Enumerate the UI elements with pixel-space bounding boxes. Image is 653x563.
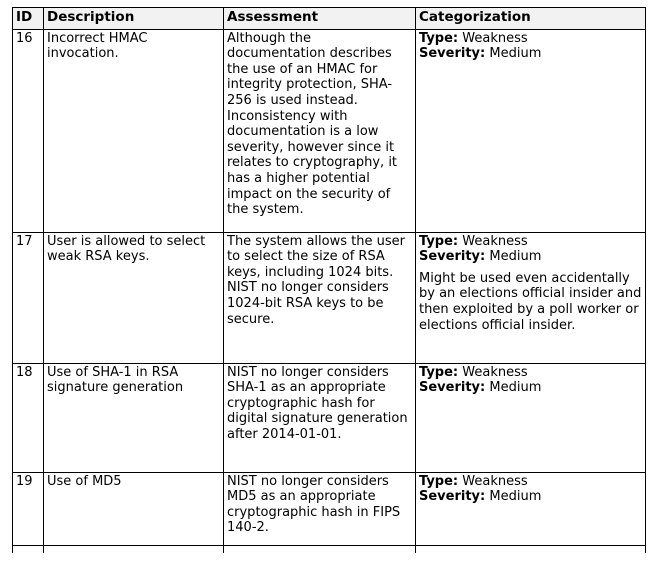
severity-label: Severity: [419, 489, 486, 505]
continuation-cell [416, 545, 646, 553]
row-description: Use of MD5 [44, 472, 224, 545]
severity-value: Medium [489, 380, 542, 396]
type-line [419, 474, 642, 490]
header-categorization: Categorization [416, 8, 646, 30]
row-categorization [416, 363, 646, 472]
type-label: Type: [419, 473, 459, 489]
table-row-continuation [13, 545, 646, 553]
row-categorization [416, 472, 646, 545]
row-id: 16 [13, 29, 44, 232]
severity-line [419, 46, 642, 62]
severity-label: Severity: [419, 46, 486, 62]
type-label: Type: [419, 30, 459, 46]
categorization-note: Might be used even accidentally by an elections official insider and then exploited by a poll worker or elections official insider. [419, 270, 642, 333]
severity-value: Medium [489, 249, 542, 265]
type-value: Weakness [462, 473, 528, 489]
type-value: Weakness [462, 30, 528, 46]
severity-label: Severity: [419, 249, 486, 265]
continuation-cell [44, 545, 224, 553]
row-assessment: Although the documentation describes the use of an HMAC for integrity protection, SHA-256 is used instead. Inconsistency with documentation is a low severity, however since it relates to cryptography, it has a higher potential impact on the security of the system. [224, 29, 416, 232]
table-row [13, 363, 646, 472]
type-line [419, 365, 642, 381]
severity-label: Severity: [419, 380, 486, 396]
row-description: Use of SHA-1 in RSA signature generation [44, 363, 224, 472]
row-categorization [416, 232, 646, 363]
row-id: 17 [13, 232, 44, 363]
continuation-cell [13, 545, 44, 553]
table-row [13, 232, 646, 363]
severity-line [419, 249, 642, 265]
row-id: 18 [13, 363, 44, 472]
row-description: Incorrect HMAC invocation. [44, 29, 224, 232]
type-value: Weakness [462, 364, 528, 380]
type-label: Type: [419, 233, 459, 249]
severity-line [419, 489, 642, 505]
findings-table [12, 7, 646, 553]
severity-value: Medium [489, 489, 542, 505]
type-line [419, 234, 642, 250]
header-id: ID [13, 8, 44, 30]
table-row [13, 472, 646, 545]
header-assessment: Assessment [224, 8, 416, 30]
table-header-row [13, 8, 646, 30]
row-assessment: NIST no longer considers SHA-1 as an appropriate cryptographic hash for digital signature generation after 2014-01-01. [224, 363, 416, 472]
table-row [13, 29, 646, 232]
row-categorization [416, 29, 646, 232]
row-assessment: NIST no longer considers MD5 as an appropriate cryptographic hash in FIPS 140-2. [224, 472, 416, 545]
type-line [419, 31, 642, 47]
type-value: Weakness [462, 233, 528, 249]
severity-line [419, 380, 642, 396]
header-description: Description [44, 8, 224, 30]
row-assessment: The system allows the user to select the size of RSA keys, including 1024 bits. NIST no longer considers 1024-bit RSA keys to be secure. [224, 232, 416, 363]
type-label: Type: [419, 364, 459, 380]
row-id: 19 [13, 472, 44, 545]
continuation-cell [224, 545, 416, 553]
severity-value: Medium [489, 46, 542, 62]
row-description: User is allowed to select weak RSA keys. [44, 232, 224, 363]
